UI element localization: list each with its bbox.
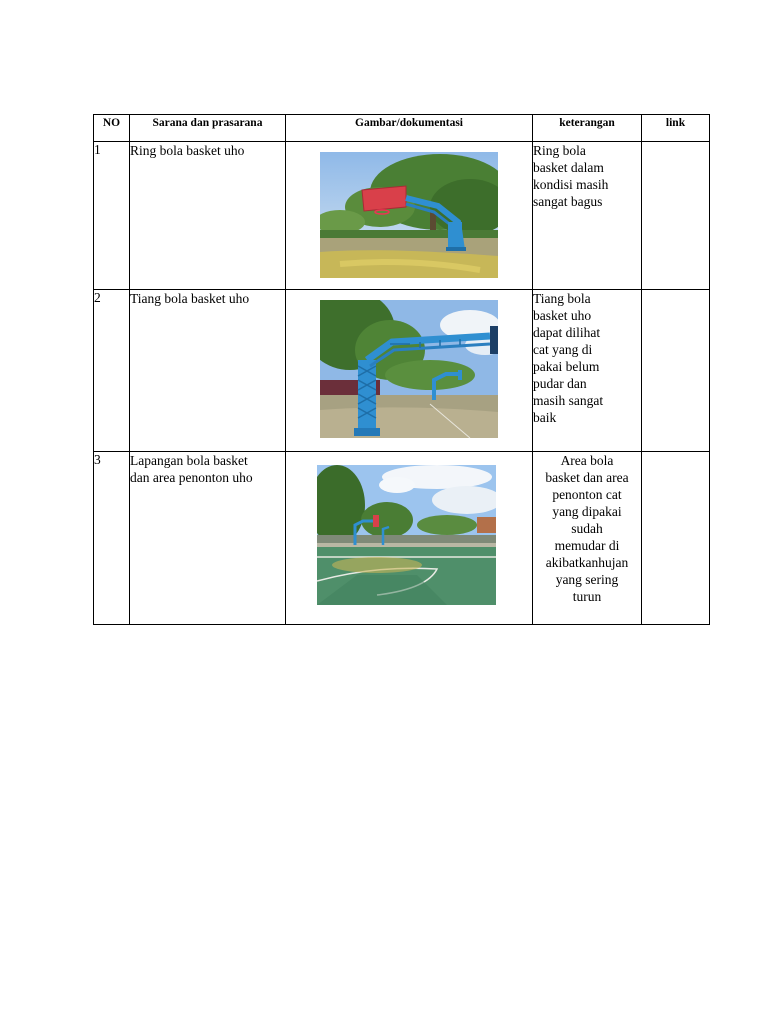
link-cell (642, 290, 710, 452)
description-line: baik (533, 410, 557, 425)
photo-cell (286, 142, 533, 290)
description-line: yang dipakai (552, 504, 622, 519)
description-line: basket uho (533, 308, 592, 323)
description-line: Ring bola (533, 143, 586, 158)
description-line: Tiang bola (533, 291, 591, 306)
description-line: masih sangat (533, 393, 604, 408)
header-gambar: Gambar/dokumentasi (286, 115, 533, 142)
link-cell (642, 142, 710, 290)
header-sarana: Sarana dan prasarana (130, 115, 286, 142)
facility-description (533, 452, 642, 625)
description-line: pudar dan (533, 376, 587, 391)
basketball-pole-photo (320, 300, 498, 438)
description-line: pakai belum (533, 359, 600, 374)
description-line: yang sering (555, 572, 619, 587)
facility-name (130, 452, 286, 625)
link-cell (642, 452, 710, 625)
description-line: dapat dilihat (533, 325, 601, 340)
header-no: NO (94, 115, 130, 142)
description-line: turun (572, 589, 602, 604)
description-line: kondisi masih (533, 177, 609, 192)
table-row (94, 290, 710, 452)
row-number: 3 (94, 452, 130, 625)
table-row (94, 142, 710, 290)
facilities-table (93, 114, 710, 625)
description-line: memudar di (554, 538, 620, 553)
description-line: cat yang di (533, 342, 593, 357)
facility-description (533, 142, 642, 290)
facility-name-line: dan area penonton uho (130, 470, 253, 485)
table-row (94, 452, 710, 625)
basketball-court-photo (317, 465, 496, 605)
basketball-ring-photo (320, 152, 498, 278)
header-keterangan: keterangan (533, 115, 642, 142)
facility-name-line: Lapangan bola basket (130, 453, 248, 468)
description-line: sangat bagus (533, 194, 603, 209)
facility-name: Ring bola basket uho (130, 142, 286, 290)
description-line: akibatkanhujan (545, 555, 629, 570)
photo-cell (286, 452, 533, 625)
facility-name: Tiang bola basket uho (130, 290, 286, 452)
facility-description (533, 290, 642, 452)
row-number: 1 (94, 142, 130, 290)
description-line: Area bola (560, 453, 614, 468)
description-line: basket dan area (545, 470, 629, 485)
header-link: link (642, 115, 710, 142)
table-header-row (94, 115, 710, 142)
description-line: sudah (571, 521, 603, 536)
description-line: penonton cat (552, 487, 622, 502)
photo-cell (286, 290, 533, 452)
description-line: basket dalam (533, 160, 604, 175)
row-number: 2 (94, 290, 130, 452)
